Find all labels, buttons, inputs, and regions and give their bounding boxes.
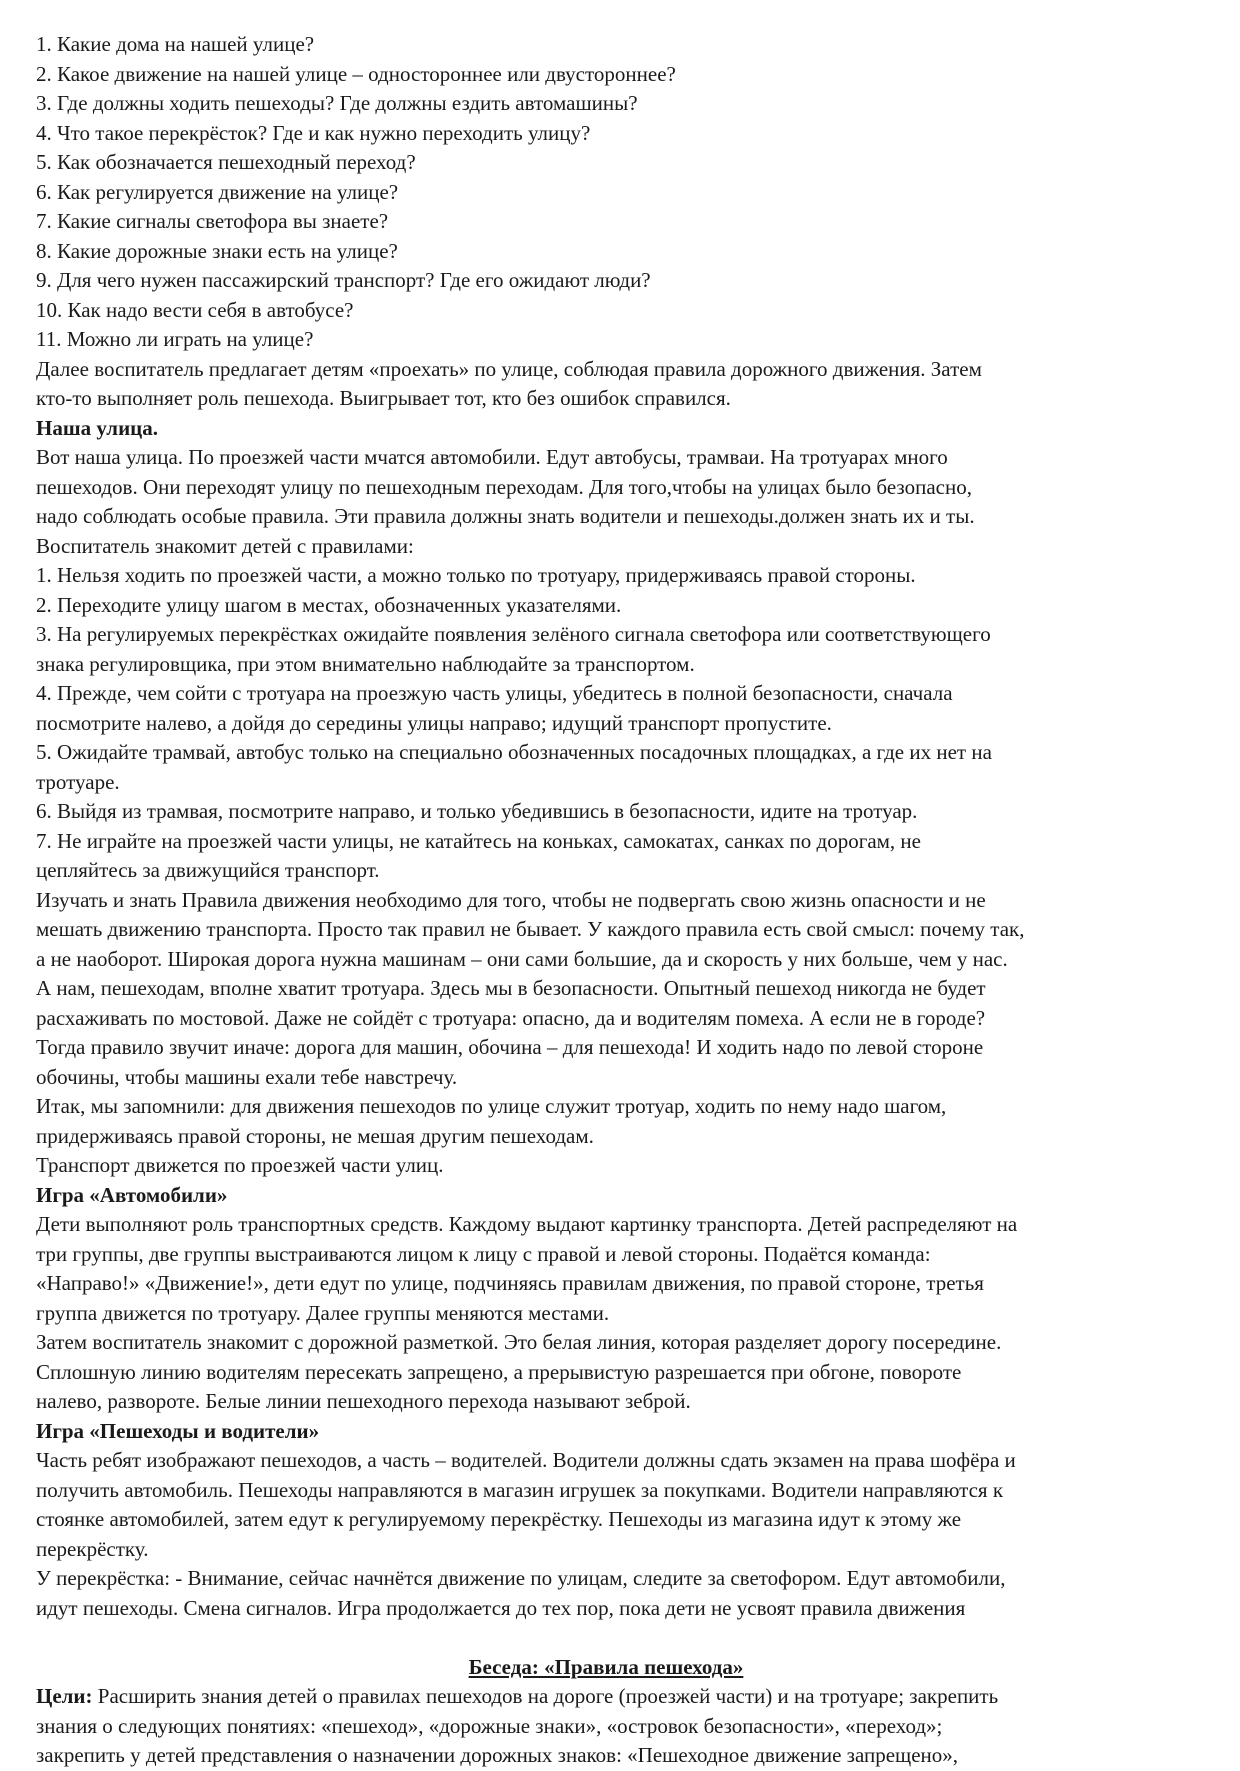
question-line: 10. Как надо вести себя в автобусе?	[36, 297, 354, 322]
rule-line: 1. Нельзя ходить по проезжей части, а можно только по тротуару, придерживаясь правой стороны.	[36, 563, 916, 587]
paragraph-line: У перекрёстка: - Внимание, сейчас начнётся движение по улицам, следите за светофором. Едут автомобили,	[36, 1566, 1006, 1590]
section-conversation	[36, 1653, 1216, 1771]
rule-line: цепляйтесь за движущийся транспорт.	[36, 858, 380, 882]
paragraph-line: три группы, две группы выстраиваются лицом к лицу с правой и левой стороны. Подаётся команда:	[36, 1241, 931, 1266]
paragraph-line: налево, развороте. Белые линии пешеходного перехода называют зеброй.	[36, 1389, 691, 1413]
paragraph-line: Транспорт движется по проезжей части улиц.	[36, 1153, 444, 1177]
paragraph-line: Затем воспитатель знакомит с дорожной разметкой. Это белая линия, которая разделяет дорогу посередине.	[36, 1330, 1002, 1354]
rule-line: 4. Прежде, чем сойти с тротуара на проезжую часть улицы, убедитесь в полной безопасности, сначала	[36, 681, 953, 705]
paragraph-line: Далее воспитатель предлагает детям «проехать» по улице, соблюдая правила дорожного движения. Затем	[36, 356, 982, 381]
paragraph-line: расхаживать по мостовой. Даже не сойдёт с тротуара: опасно, да и водителям помеха. А если не в городе?	[36, 1005, 986, 1030]
paragraph-line: «Направо!» «Движение!», дети едут по улице, подчиняясь правилам движения, по правой стороне, третья	[36, 1271, 984, 1295]
paragraph-line: А нам, пешеходам, вполне хватит тротуара. Здесь мы в безопасности. Опытный пешеход никогда не будет	[36, 976, 986, 1000]
question-line: 7. Какие сигналы светофора вы знаете?	[36, 209, 389, 233]
rule-line: 3. На регулируемых перекрёстках ожидайте появления зелёного сигнала светофора или соответствующего	[36, 622, 991, 646]
rule-line: 7. Не играйте на проезжей части улицы, не катайтесь на коньках, самокатах, санках по дорогам, не	[36, 828, 921, 853]
paragraph-line: Часть ребят изображают пешеходов, а часть – водителей. Водители должны сдать экзамен на права шофёра и	[36, 1448, 1016, 1472]
document-page	[36, 30, 1216, 1771]
paragraph-line: стоянке автомобилей, затем едут к регулируемому перекрёстку. Пешеходы из магазина идут к этому же	[36, 1507, 962, 1531]
paragraph-line: обочины, чтобы машины ехали тебе навстречу.	[36, 1064, 458, 1089]
paragraph-line: Вот наша улица. По проезжей части мчатся автомобили. Едут автобусы, трамваи. На тротуарах много	[36, 445, 948, 469]
rule-line: посмотрите налево, а дойдя до середины улицы направо; идущий транспорт пропустите.	[36, 710, 832, 735]
paragraph-line: пешеходов. Они переходят улицу по пешеходным переходам. Для того,чтобы на улицах было безопасно,	[36, 474, 972, 499]
paragraph-line: знания о следующих понятиях: «пешеход», «дорожные знаки», «островок безопасности», «переход»;	[36, 1713, 943, 1738]
paragraph-line: Тогда правило звучит иначе: дорога для машин, обочина – для пешехода! И ходить надо по левой стороне	[36, 1035, 984, 1059]
goals-line	[36, 1682, 1216, 1712]
paragraph-line: надо соблюдать особые правила. Эти правила должны знать водители и пешеходы.должен знать их и ты.	[36, 504, 975, 528]
question-line: 9. Для чего нужен пассажирский транспорт? Где его ожидают люди?	[36, 268, 651, 292]
paragraph-line: Дети выполняют роль транспортных средств. Каждому выдают картинку транспорта. Детей распределяют на	[36, 1212, 1018, 1236]
paragraph-line: а не наоборот. Широкая дорога нужна машинам – они сами большие, да и скорость у них больше, чем у нас.	[36, 946, 1008, 971]
question-line: 4. Что такое перекрёсток? Где и как нужно переходить улицу?	[36, 120, 591, 145]
section-game-pedestrians-drivers	[36, 1417, 1216, 1624]
conversation-title: Беседа: «Правила пешехода»	[468, 1654, 744, 1679]
questions-list	[36, 30, 1216, 355]
question-line: 2. Какое движение на нашей улице – одностороннее или двустороннее?	[36, 61, 676, 86]
question-line: 5. Как обозначается пешеходный переход?	[36, 150, 416, 174]
paragraph-line: придерживаясь правой стороны, не мешая другим пешеходам.	[36, 1123, 594, 1148]
question-line: 11. Можно ли играть на улице?	[36, 327, 314, 351]
blank-line	[36, 1623, 1216, 1653]
section-heading: Игра «Пешеходы и водители»	[36, 1418, 320, 1443]
paragraph-line: Сплошную линию водителям пересекать запрещено, а прерывистую разрешается при обгоне, повороте	[36, 1359, 962, 1384]
rule-line: 5. Ожидайте трамвай, автобус только на специально обозначенных посадочных площадках, а где их нет на	[36, 740, 992, 764]
paragraph-line: Воспитатель знакомит детей с правилами:	[36, 533, 414, 558]
section-game-cars	[36, 1181, 1216, 1417]
question-line: 1. Какие дома на нашей улице?	[36, 32, 315, 56]
rule-line: тротуаре.	[36, 769, 120, 794]
goals-label: Цели:	[36, 1684, 93, 1708]
question-line: 8. Какие дорожные знаки есть на улице?	[36, 238, 398, 263]
paragraph-line: перекрёстку.	[36, 1536, 149, 1561]
section-heading: Наша улица.	[36, 415, 159, 440]
section-heading: Игра «Автомобили»	[36, 1182, 228, 1207]
paragraph-line: закрепить у детей представления о назначении дорожных знаков: «Пешеходное движение запрещено»,	[36, 1743, 959, 1767]
paragraph-line: мешать движению транспорта. Просто так правил не бывает. У каждого правила есть свой смысл: почему так,	[36, 917, 1025, 941]
paragraph-line: группа движется по тротуару. Далее группы меняются местами.	[36, 1300, 610, 1325]
goals-text: Расширить знания детей о правилах пешеходов на дороге (проезжей части) и на тротуаре; закрепить	[92, 1684, 999, 1708]
section-our-street	[36, 414, 1216, 1181]
paragraph-line: кто-то выполняет роль пешехода. Выигрывает тот, кто без ошибок справился.	[36, 386, 731, 410]
question-line: 3. Где должны ходить пешеходы? Где должны ездить автомашины?	[36, 91, 638, 115]
paragraph-line: Изучать и знать Правила движения необходимо для того, чтобы не подвергать свою жизнь опасности и не	[36, 887, 986, 912]
paragraph-line: Итак, мы запомнили: для движения пешеходов по улице служит тротуар, ходить по нему надо шагом,	[36, 1094, 947, 1118]
rule-line: 6. Выйдя из трамвая, посмотрите направо, и только убедившись в безопасности, идите на тротуар.	[36, 799, 918, 823]
rule-line: 2. Переходите улицу шагом в местах, обозначенных указателями.	[36, 592, 622, 617]
rule-line: знака регулировщика, при этом внимательно наблюдайте за транспортом.	[36, 651, 695, 676]
paragraph-line: идут пешеходы. Смена сигналов. Игра продолжается до тех пор, пока дети не усвоят правила движения	[36, 1595, 966, 1620]
question-line: 6. Как регулируется движение на улице?	[36, 179, 399, 204]
paragraph-line: получить автомобиль. Пешеходы направляются в магазин игрушек за покупками. Водители направляются к	[36, 1477, 1004, 1502]
intro-paragraph	[36, 355, 1216, 414]
